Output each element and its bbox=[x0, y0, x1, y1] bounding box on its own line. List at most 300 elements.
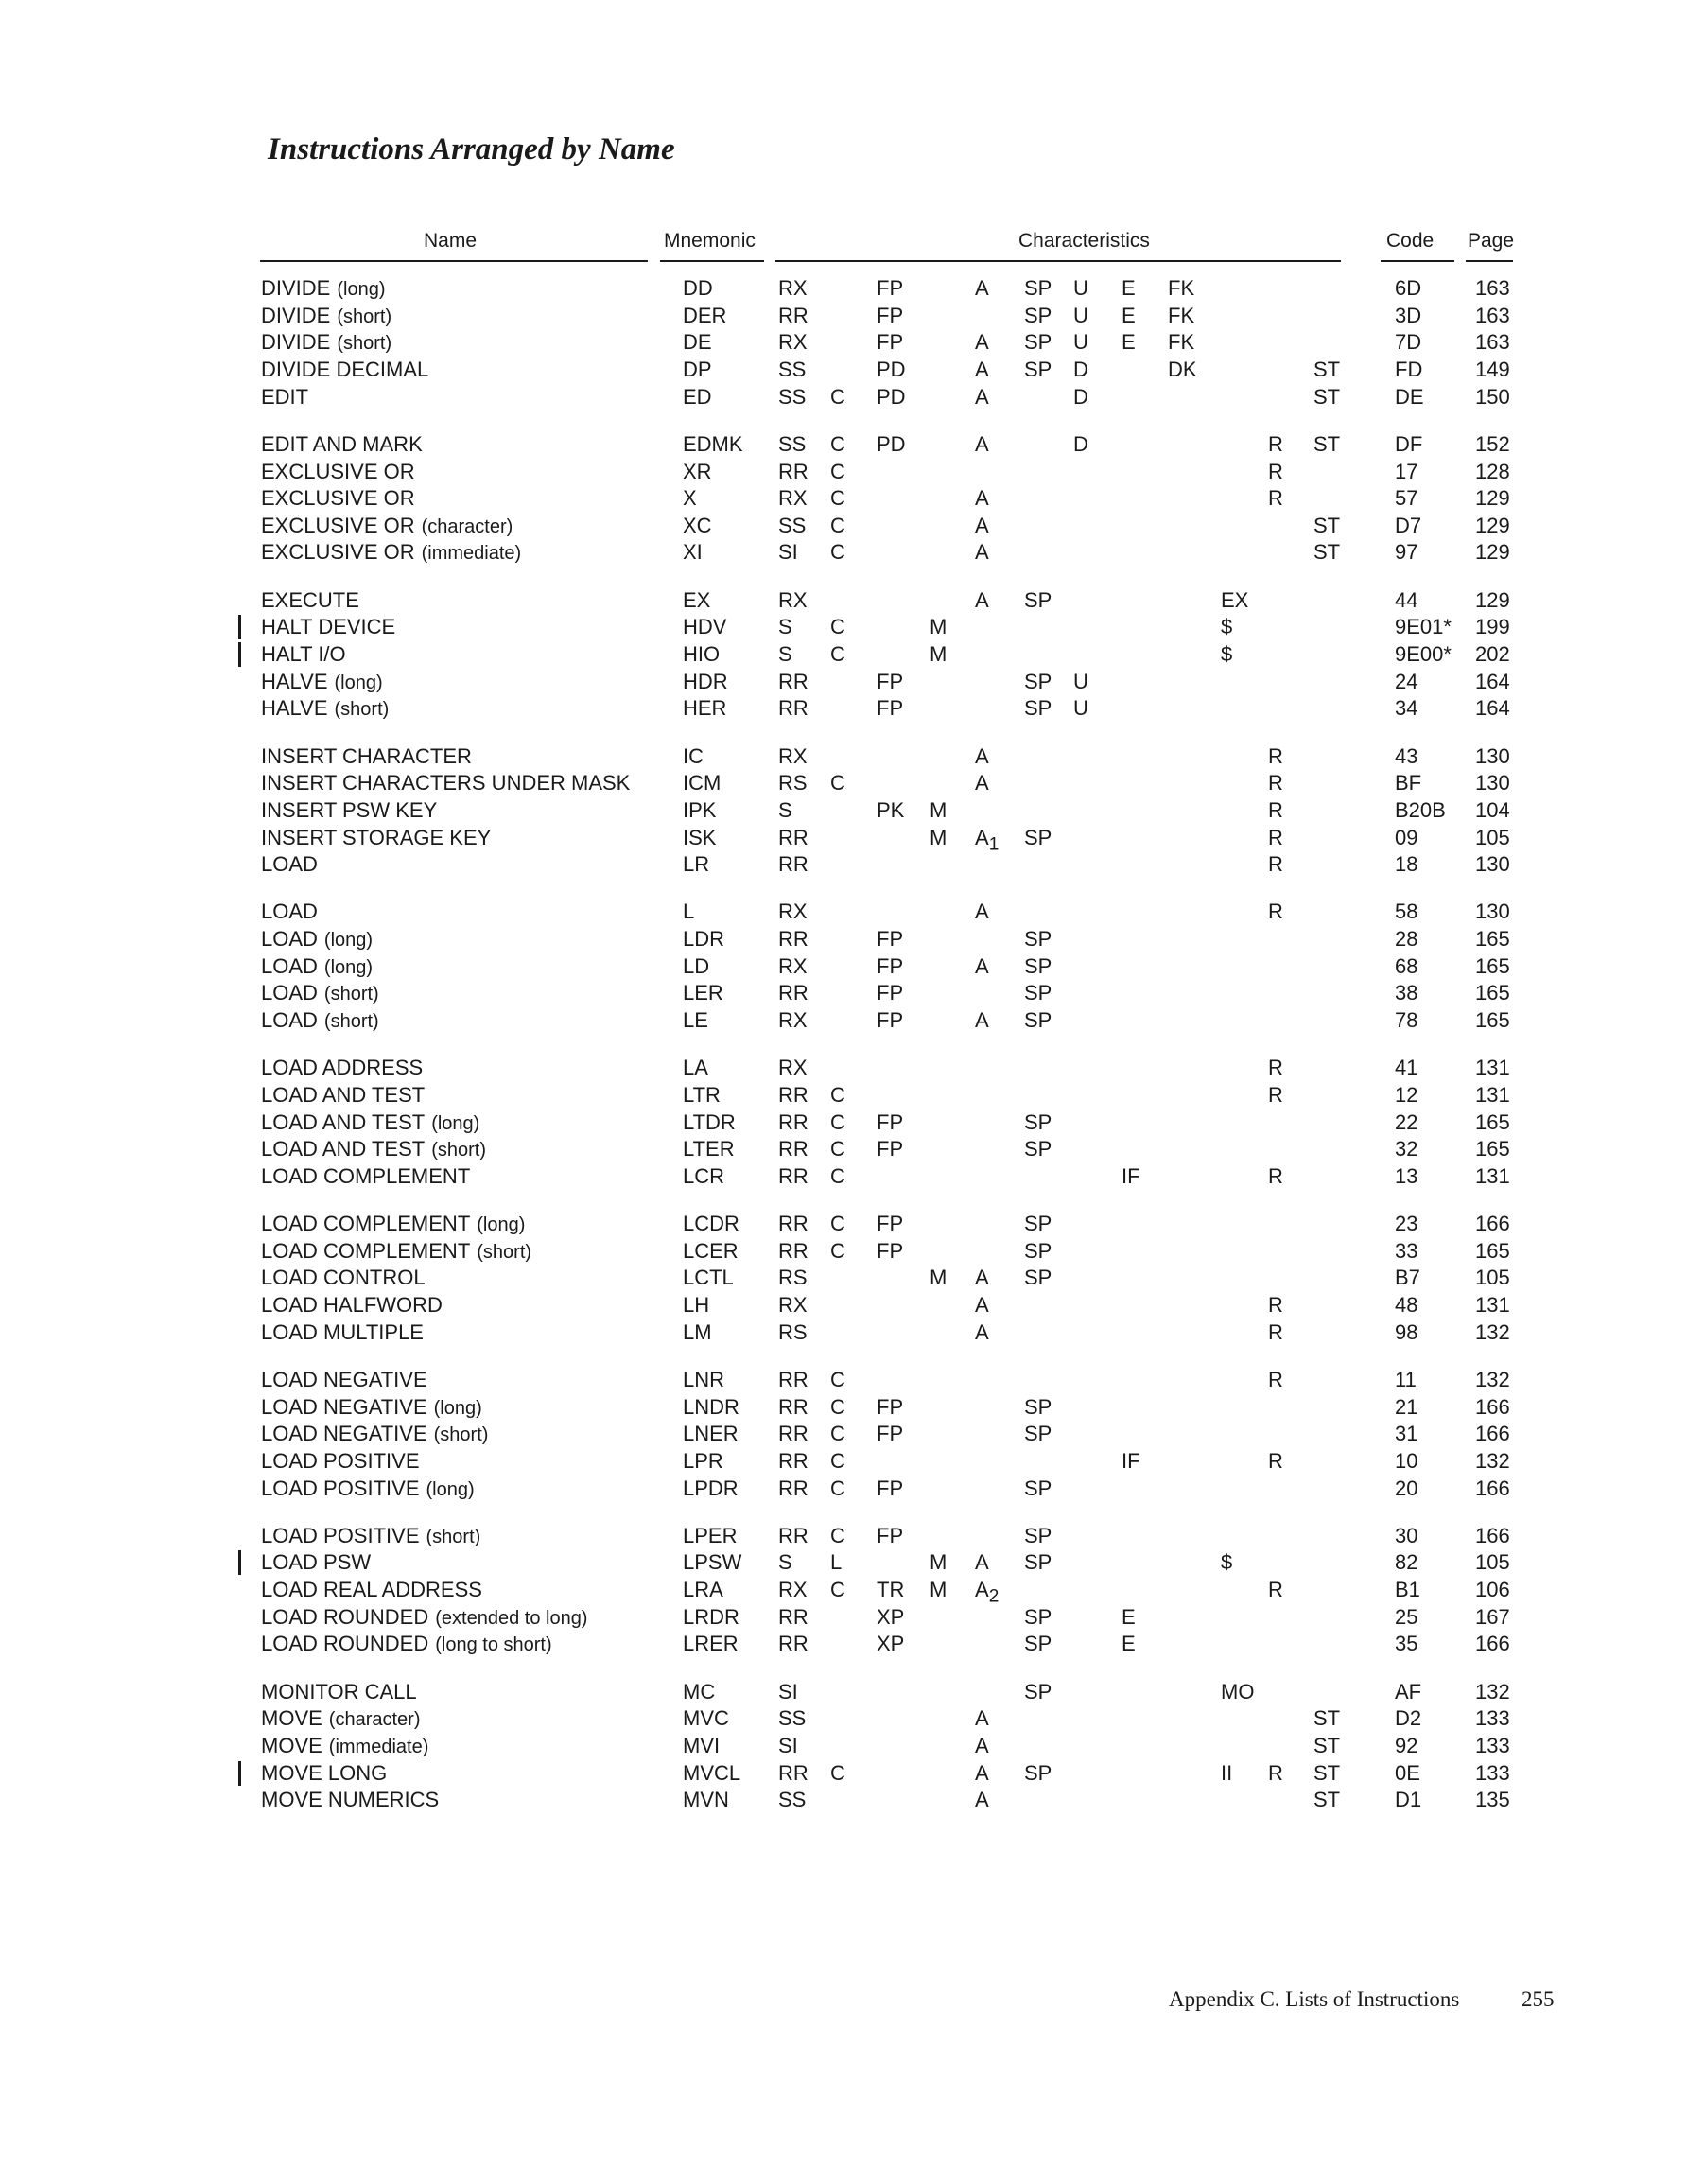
table-row bbox=[0, 1523, 1687, 1549]
mnemonic-cell-text: LNDR bbox=[683, 1395, 739, 1419]
table-row bbox=[0, 1733, 1687, 1759]
page-ref-cell bbox=[1475, 1679, 1510, 1705]
instruction-name-cell bbox=[261, 329, 391, 357]
feature-cell bbox=[877, 1577, 904, 1603]
mnemonic-cell-text: HER bbox=[683, 696, 727, 720]
specification-cell-text: SP bbox=[1024, 304, 1052, 327]
format-cell-text: RX bbox=[778, 1578, 808, 1601]
opcode-cell bbox=[1395, 1549, 1417, 1576]
format-cell bbox=[778, 743, 808, 770]
opcode-cell bbox=[1395, 1733, 1417, 1759]
footer-label: Appendix C. Lists of Instructions bbox=[1169, 1987, 1460, 2011]
specification-cell bbox=[1024, 329, 1052, 356]
opcode-cell bbox=[1395, 1476, 1417, 1502]
page-ref-cell bbox=[1475, 1238, 1510, 1265]
feature-cell bbox=[877, 1394, 903, 1421]
exception-cell-2 bbox=[1122, 1448, 1140, 1475]
instruction-name: EXECUTE bbox=[261, 588, 359, 612]
specification-cell bbox=[1024, 1421, 1052, 1447]
access-exception-cell bbox=[975, 953, 989, 980]
opcode-cell-text: 09 bbox=[1395, 826, 1418, 849]
opcode-cell bbox=[1395, 459, 1417, 485]
page-ref-cell bbox=[1475, 1787, 1510, 1813]
r-cell bbox=[1268, 770, 1283, 796]
instruction-qualifier: (short) bbox=[337, 333, 392, 354]
page-ref-cell bbox=[1475, 1448, 1510, 1475]
privileged-cell-text: M bbox=[930, 798, 948, 822]
mnemonic-cell-text: LCDR bbox=[683, 1212, 739, 1235]
table-row bbox=[0, 899, 1687, 925]
mnemonic-cell bbox=[683, 1577, 723, 1603]
access-exception-cell bbox=[975, 275, 989, 302]
mnemonic-cell-text: MVN bbox=[683, 1788, 729, 1811]
opcode-cell-text: 58 bbox=[1395, 900, 1418, 923]
privileged-cell bbox=[930, 641, 947, 668]
mnemonic-cell bbox=[683, 1292, 709, 1319]
opcode-cell-text: 32 bbox=[1395, 1137, 1418, 1161]
cc-cell bbox=[830, 1577, 845, 1603]
table-row bbox=[0, 1292, 1687, 1319]
format-cell bbox=[778, 1292, 808, 1319]
mnemonic-cell bbox=[683, 1476, 739, 1502]
cc-cell bbox=[830, 513, 845, 539]
page-ref-cell bbox=[1475, 587, 1510, 614]
page-ref-cell-text: 129 bbox=[1475, 486, 1510, 510]
cc-cell bbox=[830, 1211, 845, 1237]
mnemonic-cell bbox=[683, 1163, 724, 1190]
mnemonic-cell-text: MC bbox=[683, 1680, 716, 1704]
format-cell-text: RX bbox=[778, 1293, 808, 1317]
instruction-qualifier: (long) bbox=[334, 673, 383, 693]
table-row bbox=[0, 1211, 1687, 1237]
access-exception-cell bbox=[975, 1760, 989, 1787]
instruction-name-cell bbox=[261, 1292, 443, 1319]
instruction-name: DIVIDE bbox=[261, 276, 331, 300]
table-row bbox=[0, 695, 1687, 722]
page-ref-cell bbox=[1475, 1733, 1510, 1759]
r-cell-text: R bbox=[1268, 1578, 1283, 1601]
format-cell bbox=[778, 1055, 808, 1081]
table-row bbox=[0, 953, 1687, 980]
instruction-name: INSERT PSW KEY bbox=[261, 798, 438, 822]
exception-cell-1 bbox=[1073, 669, 1088, 695]
opcode-cell bbox=[1395, 513, 1421, 539]
table-row bbox=[0, 1367, 1687, 1393]
opcode-cell-text: 7D bbox=[1395, 330, 1422, 354]
instruction-qualifier: (character) bbox=[421, 516, 513, 537]
mnemonic-cell-text: XC bbox=[683, 514, 712, 537]
specification-cell-text: SP bbox=[1024, 1266, 1052, 1289]
opcode-cell bbox=[1395, 1265, 1420, 1291]
mnemonic-cell-text: DER bbox=[683, 304, 727, 327]
page-ref-cell bbox=[1475, 899, 1510, 925]
instruction-name: LOAD ROUNDED bbox=[261, 1605, 429, 1629]
instruction-name-cell bbox=[261, 1448, 420, 1475]
instruction-name: LOAD ROUNDED bbox=[261, 1632, 429, 1655]
format-cell bbox=[778, 485, 808, 512]
mnemonic-cell bbox=[683, 825, 716, 851]
opcode-cell bbox=[1395, 384, 1424, 411]
access-exception-cell bbox=[975, 1265, 989, 1291]
format-cell bbox=[778, 851, 809, 878]
page-ref-cell-text: 164 bbox=[1475, 696, 1510, 720]
r-cell-text: R bbox=[1268, 771, 1283, 795]
opcode-cell-text: DF bbox=[1395, 432, 1423, 456]
st-cell-text: ST bbox=[1313, 432, 1341, 456]
mnemonic-cell-text: LCER bbox=[683, 1239, 739, 1263]
opcode-cell bbox=[1395, 1109, 1417, 1136]
instruction-name-cell bbox=[261, 1109, 479, 1137]
mnemonic-cell bbox=[683, 1760, 740, 1787]
mnemonic-cell bbox=[683, 1705, 729, 1732]
r-cell bbox=[1268, 1055, 1283, 1081]
exception-cell-2 bbox=[1122, 303, 1136, 329]
instruction-name: HALT DEVICE bbox=[261, 615, 396, 638]
mnemonic-cell bbox=[683, 614, 726, 640]
privileged-cell bbox=[930, 1549, 947, 1576]
opcode-cell bbox=[1395, 614, 1452, 640]
r-cell-text: R bbox=[1268, 460, 1283, 483]
page-ref-cell bbox=[1475, 1319, 1510, 1346]
r-cell bbox=[1268, 431, 1283, 458]
cc-cell-text: C bbox=[830, 1212, 845, 1235]
mnemonic-cell-text: X bbox=[683, 486, 697, 510]
instruction-name: LOAD POSITIVE bbox=[261, 1476, 420, 1500]
access-exception-cell-text: A bbox=[975, 1008, 989, 1032]
privileged-cell bbox=[930, 1265, 947, 1291]
mnemonic-cell-text: LTDR bbox=[683, 1110, 736, 1134]
opcode-cell-text: 48 bbox=[1395, 1293, 1418, 1317]
feature-cell bbox=[877, 980, 903, 1006]
instruction-name-cell bbox=[261, 1421, 488, 1448]
specification-cell-text: SP bbox=[1024, 1239, 1052, 1263]
instruction-name: LOAD ADDRESS bbox=[261, 1056, 424, 1079]
cc-cell bbox=[830, 1476, 845, 1502]
format-cell-text: RX bbox=[778, 588, 808, 612]
instruction-name-cell bbox=[261, 770, 630, 796]
feature-cell-text: XP bbox=[877, 1632, 905, 1655]
feature-cell-text: FP bbox=[877, 1422, 904, 1445]
opcode-cell-text: 35 bbox=[1395, 1632, 1418, 1655]
instruction-name: LOAD NEGATIVE bbox=[261, 1422, 427, 1445]
st-cell bbox=[1313, 1705, 1340, 1732]
r-cell-text: R bbox=[1268, 744, 1283, 768]
cc-cell bbox=[830, 1109, 845, 1136]
specification-cell-text: SP bbox=[1024, 330, 1052, 354]
header-code: Code bbox=[1386, 230, 1435, 252]
feature-cell-text: TR bbox=[877, 1578, 905, 1601]
instruction-name-cell bbox=[261, 1367, 427, 1393]
opcode-cell bbox=[1395, 926, 1417, 952]
mnemonic-cell bbox=[683, 1367, 724, 1393]
header-mnemonic: Mnemonic bbox=[664, 230, 756, 252]
instruction-name-cell bbox=[261, 1319, 424, 1346]
access-exception-cell-text: A bbox=[975, 330, 989, 354]
format-cell-text: RS bbox=[778, 771, 808, 795]
access-exception-cell bbox=[975, 431, 989, 458]
instruction-name: LOAD NEGATIVE bbox=[261, 1395, 427, 1419]
instruction-name-cell bbox=[261, 695, 389, 723]
access-exception-cell-text: A bbox=[975, 540, 989, 564]
format-cell bbox=[778, 357, 806, 383]
format-cell bbox=[778, 513, 806, 539]
cc-cell-text: C bbox=[830, 385, 845, 409]
format-cell bbox=[778, 1136, 809, 1162]
exception-cell-1 bbox=[1073, 695, 1088, 722]
access-exception-cell bbox=[975, 539, 989, 566]
access-exception-cell-text: A bbox=[975, 1266, 989, 1289]
mnemonic-cell bbox=[683, 1523, 737, 1549]
format-cell bbox=[778, 1007, 808, 1034]
privileged-cell bbox=[930, 1577, 947, 1603]
format-cell-text: SI bbox=[778, 1734, 798, 1757]
page-ref-cell-text: 129 bbox=[1475, 588, 1510, 612]
opcode-cell-text: 97 bbox=[1395, 540, 1418, 564]
feature-cell bbox=[877, 953, 903, 980]
opcode-cell-text: 41 bbox=[1395, 1056, 1418, 1079]
mnemonic-cell-text: LNR bbox=[683, 1368, 725, 1391]
table-row bbox=[0, 770, 1687, 796]
mnemonic-cell-text: LPR bbox=[683, 1449, 723, 1473]
opcode-cell-text: 23 bbox=[1395, 1212, 1418, 1235]
mnemonic-cell bbox=[683, 431, 743, 458]
table-row bbox=[0, 459, 1687, 485]
opcode-cell-text: 30 bbox=[1395, 1524, 1418, 1547]
feature-cell-text: FP bbox=[877, 276, 904, 300]
instruction-name-cell bbox=[261, 1136, 486, 1163]
mnemonic-cell bbox=[683, 980, 723, 1006]
table-row bbox=[0, 1577, 1687, 1607]
instruction-name: MOVE NUMERICS bbox=[261, 1788, 440, 1811]
page-ref-cell bbox=[1475, 1476, 1510, 1502]
page-ref-cell bbox=[1475, 1055, 1510, 1081]
exception-cell-4-text: $ bbox=[1221, 1550, 1233, 1574]
format-cell-text: RR bbox=[778, 826, 809, 849]
format-cell-text: SS bbox=[778, 385, 807, 409]
instruction-name-cell bbox=[261, 669, 383, 696]
st-cell-text: ST bbox=[1313, 514, 1341, 537]
cc-cell-text: C bbox=[830, 1164, 845, 1188]
cc-cell bbox=[830, 770, 845, 796]
page-ref-cell bbox=[1475, 1760, 1510, 1787]
opcode-cell-text: 22 bbox=[1395, 1110, 1418, 1134]
instruction-name-cell bbox=[261, 1787, 439, 1813]
page-ref-cell-text: 165 bbox=[1475, 981, 1510, 1005]
mnemonic-cell-text: LE bbox=[683, 1008, 708, 1032]
page-ref-cell-text: 130 bbox=[1475, 900, 1510, 923]
feature-cell bbox=[877, 1631, 904, 1657]
specification-cell bbox=[1024, 1760, 1052, 1787]
page-ref-cell-text: 165 bbox=[1475, 927, 1510, 951]
opcode-cell-text: AF bbox=[1395, 1680, 1422, 1704]
opcode-cell bbox=[1395, 669, 1417, 695]
table-row bbox=[0, 641, 1687, 668]
mnemonic-cell bbox=[683, 1211, 739, 1237]
instruction-qualifier: (immediate) bbox=[328, 1737, 429, 1757]
mnemonic-cell bbox=[683, 1007, 708, 1034]
page-ref-cell bbox=[1475, 1109, 1510, 1136]
format-cell bbox=[778, 1448, 809, 1475]
format-cell-text: RR bbox=[778, 1137, 809, 1161]
format-cell-text: RR bbox=[778, 1605, 809, 1629]
table-row bbox=[0, 1136, 1687, 1162]
mnemonic-cell bbox=[683, 384, 712, 411]
r-cell-text: R bbox=[1268, 826, 1283, 849]
instruction-qualifier: (short) bbox=[323, 1011, 379, 1032]
cc-cell-text: C bbox=[830, 486, 845, 510]
access-exception-cell-text: A bbox=[975, 588, 989, 612]
instruction-name: LOAD COMPLEMENT bbox=[261, 1212, 471, 1235]
page-ref-cell-text: 132 bbox=[1475, 1680, 1510, 1704]
format-cell bbox=[778, 1523, 809, 1549]
mnemonic-cell-text: LA bbox=[683, 1056, 708, 1079]
mnemonic-cell-text: XR bbox=[683, 460, 712, 483]
instruction-name: LOAD REAL ADDRESS bbox=[261, 1578, 482, 1601]
exception-cell-4-text: $ bbox=[1221, 642, 1233, 666]
privileged-cell-text: M bbox=[930, 615, 948, 638]
r-cell bbox=[1268, 1082, 1283, 1109]
opcode-cell bbox=[1395, 899, 1417, 925]
feature-cell-text: FP bbox=[877, 1476, 904, 1500]
format-cell bbox=[778, 953, 808, 980]
format-cell bbox=[778, 275, 808, 302]
instruction-name: LOAD CONTROL bbox=[261, 1266, 426, 1289]
mnemonic-cell bbox=[683, 1787, 729, 1813]
instruction-name-cell bbox=[261, 1577, 482, 1603]
opcode-cell bbox=[1395, 1631, 1417, 1657]
format-cell-text: S bbox=[778, 642, 792, 666]
st-cell-text: ST bbox=[1313, 1734, 1341, 1757]
opcode-cell-text: DE bbox=[1395, 385, 1424, 409]
format-cell-text: RR bbox=[778, 696, 809, 720]
table-row bbox=[0, 513, 1687, 539]
opcode-cell bbox=[1395, 1760, 1420, 1787]
format-cell bbox=[778, 1163, 809, 1190]
instruction-qualifier: (character) bbox=[328, 1709, 421, 1730]
page-ref-cell-text: 128 bbox=[1475, 460, 1510, 483]
opcode-cell bbox=[1395, 587, 1417, 614]
exception-cell-3-text: DK bbox=[1168, 358, 1197, 381]
page-ref-cell bbox=[1475, 770, 1510, 796]
page-ref-cell-text: 163 bbox=[1475, 304, 1510, 327]
cc-cell bbox=[830, 1523, 845, 1549]
opcode-cell bbox=[1395, 1319, 1417, 1346]
opcode-cell-text: 9E00* bbox=[1395, 642, 1452, 666]
exception-cell-2-text: E bbox=[1122, 304, 1136, 327]
exception-cell-1 bbox=[1073, 303, 1088, 329]
instruction-name: MOVE bbox=[261, 1706, 322, 1730]
access-exception-cell-text: A bbox=[975, 900, 989, 923]
feature-cell bbox=[877, 303, 903, 329]
format-cell bbox=[778, 329, 808, 356]
feature-cell-text: FP bbox=[877, 1212, 904, 1235]
feature-cell bbox=[877, 695, 903, 722]
table-row bbox=[0, 357, 1687, 383]
specification-cell-text: SP bbox=[1024, 1632, 1052, 1655]
opcode-cell-text: 38 bbox=[1395, 981, 1418, 1005]
format-cell-text: RR bbox=[778, 1449, 809, 1473]
exception-cell-2-text: E bbox=[1122, 276, 1136, 300]
instruction-name-cell bbox=[261, 1760, 387, 1787]
feature-cell-text: FP bbox=[877, 1524, 904, 1547]
privileged-cell-text: M bbox=[930, 1578, 948, 1601]
page-ref-cell-text: 105 bbox=[1475, 1550, 1510, 1574]
table-row bbox=[0, 1448, 1687, 1475]
feature-cell-text: FP bbox=[877, 927, 904, 951]
instruction-name: MOVE LONG bbox=[261, 1761, 388, 1785]
cc-cell-text: C bbox=[830, 432, 845, 456]
opcode-cell bbox=[1395, 1421, 1417, 1447]
page-ref-cell bbox=[1475, 953, 1510, 980]
instruction-name: LOAD POSITIVE bbox=[261, 1524, 420, 1547]
format-cell bbox=[778, 539, 798, 566]
format-cell bbox=[778, 770, 808, 796]
specification-cell-text: SP bbox=[1024, 1680, 1052, 1704]
mnemonic-cell bbox=[683, 539, 703, 566]
mnemonic-cell bbox=[683, 485, 697, 512]
opcode-cell bbox=[1395, 1679, 1421, 1705]
access-exception-cell-text: A bbox=[975, 1761, 989, 1785]
exception-cell-2-text: E bbox=[1122, 1605, 1136, 1629]
page-ref-cell bbox=[1475, 1136, 1510, 1162]
opcode-cell bbox=[1395, 303, 1421, 329]
cc-cell bbox=[830, 1136, 845, 1162]
access-exception-cell bbox=[975, 485, 989, 512]
opcode-cell bbox=[1395, 357, 1422, 383]
access-exception-cell-text: A bbox=[975, 432, 989, 456]
mnemonic-cell-text: LPSW bbox=[683, 1550, 742, 1574]
instruction-qualifier: (long) bbox=[337, 279, 386, 300]
format-cell-text: RR bbox=[778, 1239, 809, 1263]
access-exception-cell bbox=[975, 1319, 989, 1346]
specification-cell bbox=[1024, 1238, 1052, 1265]
format-cell bbox=[778, 669, 809, 695]
instruction-qualifier: (long) bbox=[426, 1479, 475, 1500]
mnemonic-cell-text: LRA bbox=[683, 1578, 723, 1601]
access-exception-cell-text: A bbox=[975, 385, 989, 409]
page-ref-cell bbox=[1475, 797, 1510, 824]
page-ref-cell bbox=[1475, 1705, 1510, 1732]
table-row bbox=[0, 614, 1687, 640]
format-cell bbox=[778, 1394, 809, 1421]
st-cell bbox=[1313, 1760, 1340, 1787]
page-ref-cell-text: 199 bbox=[1475, 615, 1510, 638]
opcode-cell bbox=[1395, 485, 1417, 512]
opcode-cell-text: 44 bbox=[1395, 588, 1418, 612]
format-cell bbox=[778, 1733, 798, 1759]
instruction-name-cell bbox=[261, 743, 472, 770]
page-ref-cell-text: 165 bbox=[1475, 954, 1510, 978]
r-cell bbox=[1268, 851, 1283, 878]
header-page: Page bbox=[1468, 230, 1515, 252]
footer-page-number: 255 bbox=[1522, 1987, 1555, 2011]
instruction-name: LOAD POSITIVE bbox=[261, 1449, 420, 1473]
mnemonic-cell bbox=[683, 641, 720, 668]
format-cell bbox=[778, 1109, 809, 1136]
instruction-name: LOAD bbox=[261, 954, 318, 978]
instruction-name: DIVIDE bbox=[261, 304, 331, 327]
table-row bbox=[0, 539, 1687, 566]
r-cell bbox=[1268, 485, 1283, 512]
mnemonic-cell-text: EDMK bbox=[683, 432, 743, 456]
format-cell-text: RR bbox=[778, 1395, 809, 1419]
exception-cell-4 bbox=[1221, 641, 1232, 668]
r-cell-text: R bbox=[1268, 798, 1283, 822]
page-ref-cell-text: 163 bbox=[1475, 330, 1510, 354]
instruction-name: LOAD AND TEST bbox=[261, 1137, 426, 1161]
instruction-name: MONITOR CALL bbox=[261, 1680, 417, 1704]
format-cell bbox=[778, 1367, 809, 1393]
